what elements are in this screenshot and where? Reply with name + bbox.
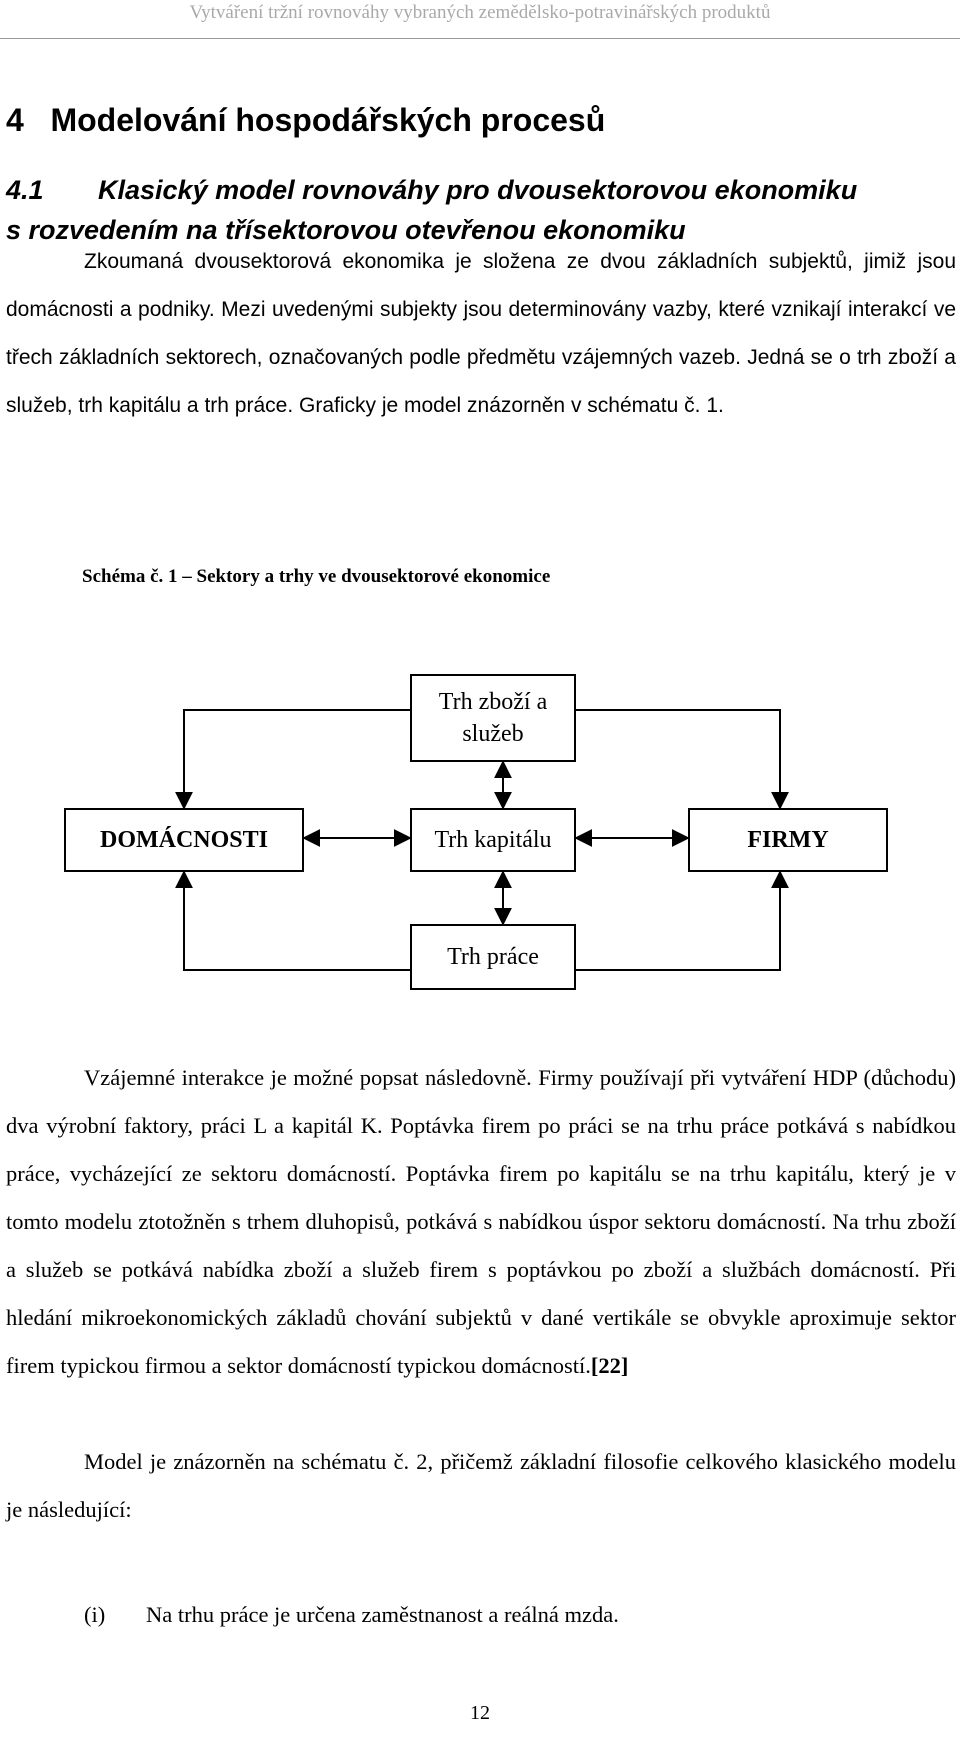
- arrow-goods-to-firms: [576, 710, 780, 808]
- list-item: [84, 1595, 944, 1635]
- goods-market-label-line2: služeb: [462, 721, 524, 747]
- paragraph-interactions: [6, 1054, 956, 1390]
- chapter-number: 4: [6, 102, 24, 138]
- goods-market-label-line1: Trh zboží a: [438, 689, 548, 715]
- capital-market-box: [410, 808, 576, 872]
- section-title-line1: Klasický model rovnováhy pro dvousektorovou ekonomiku: [98, 175, 858, 205]
- paragraph-model-text: Model je znázorněn na schématu č. 2, přičemž základní filosofie celkového klasického modelu je následující:: [6, 1449, 956, 1522]
- page-number: 12: [470, 1702, 490, 1724]
- figure-caption: Schéma č. 1 – Sektory a trhy ve dvousektorové ekonomice: [82, 566, 551, 587]
- chapter-title: Modelování hospodářských procesů: [50, 102, 606, 138]
- paragraph-model: [6, 1438, 956, 1534]
- households-label: DOMÁCNOSTI: [99, 827, 268, 853]
- firms-box: [688, 808, 888, 872]
- paragraph-interactions-text: Vzájemné interakce je možné popsat následovně. Firmy používají při vytváření HDP (důchodu) dva výrobní faktory, práci L a kapitál K. Poptávka firem po práci se na trhu práce potkává s nabídkou práce, vycházející ze sektoru domácností. Poptávka firem po kapitálu se na trhu kapitálu, který je v tomto modelu ztotožněn s trhem dluhopisů, potkává s nabídkou úspor sektoru domácností. Na trhu zboží a služeb se potkává nabídka zboží a služeb firem s poptávkou po zboží a službách domácností. Při hledání mikroekonomických základů chování subjektů v dané vertikále se obvykle aproximuje sektor firem typickou firmou a sektor domácností typickou domácností.: [6, 1065, 956, 1378]
- arrow-labour-to-households: [184, 872, 410, 970]
- citation-reference: [22]: [590, 1353, 629, 1378]
- section-number: 4.1: [6, 175, 44, 205]
- labour-market-label: Trh práce: [447, 944, 539, 970]
- goods-market-box: [410, 674, 576, 762]
- arrow-labour-to-firms: [576, 872, 780, 970]
- section-title-line2: s rozvedením na třísektorovou otevřenou ekonomiku: [6, 215, 686, 245]
- labour-market-box: [410, 924, 576, 990]
- firms-label: FIRMY: [747, 827, 829, 853]
- list-item-text: Na trhu práce je určena zaměstnanost a reálná mzda.: [146, 1602, 619, 1627]
- list-marker: (i): [84, 1602, 106, 1627]
- running-header: Vytváření tržní rovnováhy vybraných zemědělsko-potravinářských produktů: [189, 2, 771, 23]
- paragraph-intro-text: Zkoumaná dvousektorová ekonomika je složena ze dvou základních subjektů, jimiž jsou domácnosti a podniky. Mezi uvedenými subjekty jsou determinovány vazby, které vznikají interakcí ve třech základních sektorech, označovaných podle předmětu vzájemných vazeb. Jedná se o trh zboží a služeb, trh kapitálu a trh práce. Graficky je model znázorněn v schématu č. 1.: [6, 250, 956, 417]
- households-box: [64, 808, 304, 872]
- capital-market-label: Trh kapitálu: [434, 827, 552, 853]
- arrow-goods-to-households: [184, 710, 410, 808]
